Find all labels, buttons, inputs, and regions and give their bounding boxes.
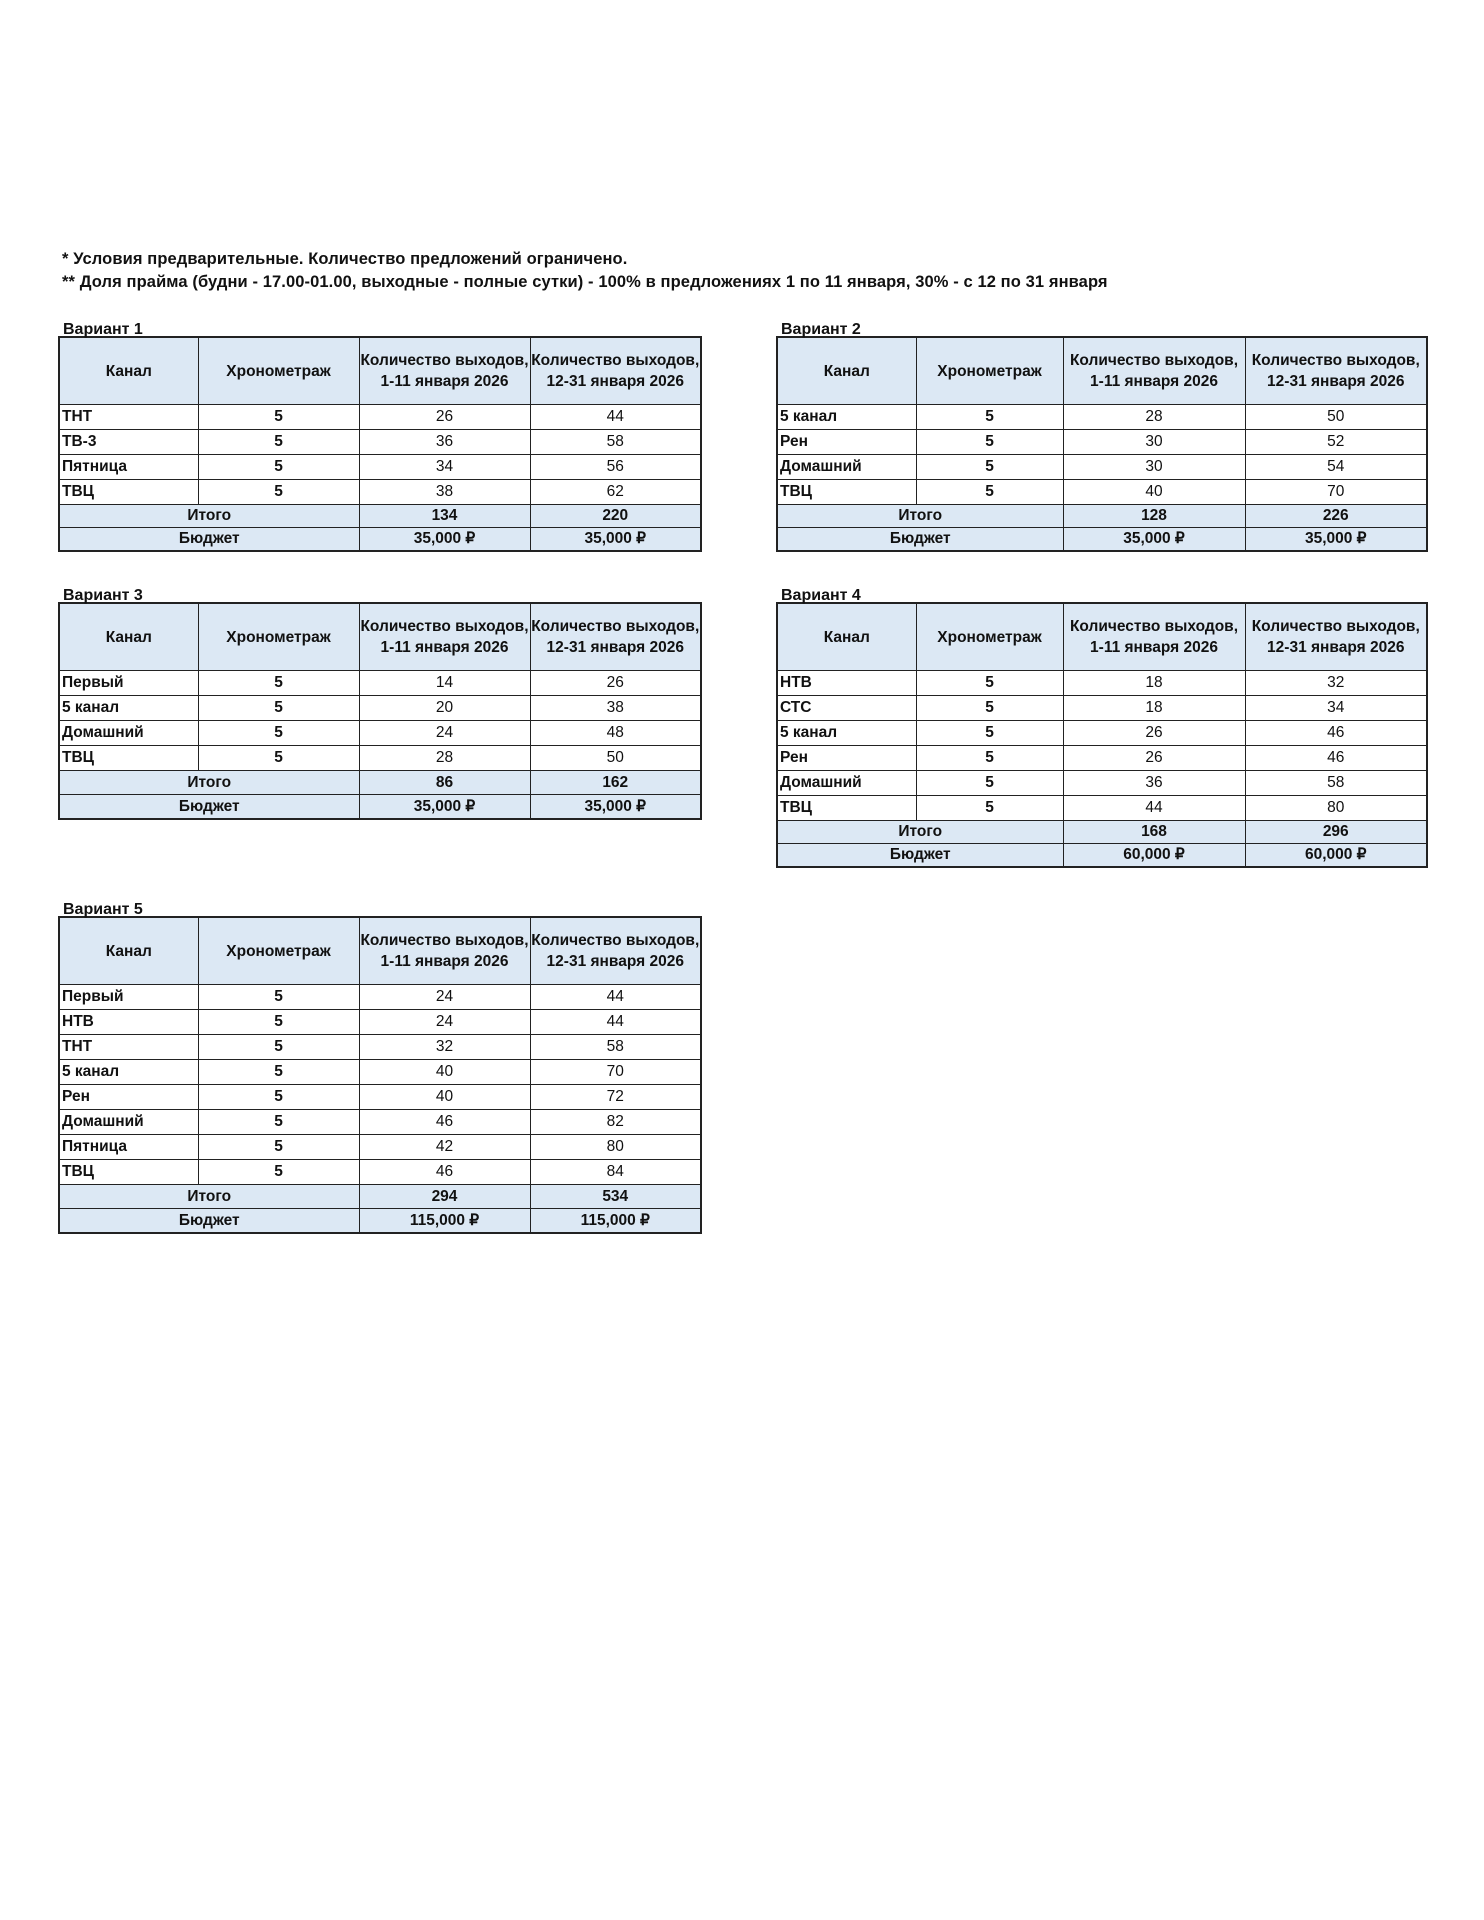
table-row xyxy=(777,671,1427,696)
period-1-cell: 42 xyxy=(359,1135,530,1160)
duration-cell: 5 xyxy=(198,1060,359,1085)
total-label: Итого xyxy=(59,505,359,528)
budget-row xyxy=(777,844,1427,868)
table-row xyxy=(59,721,701,746)
total-period-1-value: 294 xyxy=(359,1185,530,1209)
table-row xyxy=(59,1035,701,1060)
period-1-cell: 46 xyxy=(359,1110,530,1135)
table-row xyxy=(777,771,1427,796)
table-header-row xyxy=(777,337,1427,405)
table-row xyxy=(59,1060,701,1085)
duration-cell: 5 xyxy=(198,696,359,721)
table-row xyxy=(59,480,701,505)
total-row xyxy=(777,821,1427,844)
total-row xyxy=(59,771,701,795)
duration-cell: 5 xyxy=(198,1085,359,1110)
header-period-2: Количество выходов, 12-31 января 2026 xyxy=(530,603,701,671)
header-duration: Хронометраж xyxy=(916,337,1063,405)
total-period-2-value: 534 xyxy=(530,1185,701,1209)
duration-cell: 5 xyxy=(198,455,359,480)
variant-block-5 xyxy=(58,902,700,1234)
total-period-2-value: 162 xyxy=(530,771,701,795)
duration-cell: 5 xyxy=(916,696,1063,721)
duration-cell: 5 xyxy=(198,1135,359,1160)
period-2-cell: 70 xyxy=(530,1060,701,1085)
table-row xyxy=(777,455,1427,480)
channel-cell: ТВЦ xyxy=(59,746,198,771)
duration-cell: 5 xyxy=(916,480,1063,505)
budget-period-2-value: 35,000 ₽ xyxy=(530,528,701,552)
total-row xyxy=(59,1185,701,1209)
channel-cell: Домашний xyxy=(59,1110,198,1135)
period-2-cell: 54 xyxy=(1245,455,1427,480)
variant-block-3 xyxy=(58,588,700,820)
period-2-cell: 46 xyxy=(1245,746,1427,771)
period-1-cell: 34 xyxy=(359,455,530,480)
period-2-cell: 38 xyxy=(530,696,701,721)
period-1-cell: 20 xyxy=(359,696,530,721)
duration-cell: 5 xyxy=(198,430,359,455)
total-period-2-value: 296 xyxy=(1245,821,1427,844)
channel-cell: 5 канал xyxy=(59,1060,198,1085)
table-row xyxy=(59,455,701,480)
variant-title: Вариант 2 xyxy=(781,321,861,338)
period-2-cell: 52 xyxy=(1245,430,1427,455)
budget-label: Бюджет xyxy=(59,1209,359,1234)
budget-label: Бюджет xyxy=(777,844,1063,868)
header-duration: Хронометраж xyxy=(198,603,359,671)
duration-cell: 5 xyxy=(198,1035,359,1060)
period-1-cell: 46 xyxy=(359,1160,530,1185)
channel-cell: Домашний xyxy=(777,771,916,796)
header-period-2: Количество выходов, 12-31 января 2026 xyxy=(530,917,701,985)
variant-title: Вариант 5 xyxy=(63,901,143,918)
duration-cell: 5 xyxy=(198,721,359,746)
variant-block-1 xyxy=(58,322,700,552)
header-period-1: Количество выходов, 1-11 января 2026 xyxy=(1063,603,1245,671)
table-row xyxy=(59,696,701,721)
note-preliminary-conditions: * Условия предварительные. Количество предложений ограничено. xyxy=(62,250,628,268)
budget-period-1-value: 60,000 ₽ xyxy=(1063,844,1245,868)
period-2-cell: 58 xyxy=(530,430,701,455)
period-1-cell: 18 xyxy=(1063,671,1245,696)
channel-cell: 5 канал xyxy=(777,721,916,746)
total-period-1-value: 128 xyxy=(1063,505,1245,528)
budget-period-2-value: 60,000 ₽ xyxy=(1245,844,1427,868)
channel-cell: Рен xyxy=(777,746,916,771)
header-channel: Канал xyxy=(777,337,916,405)
table-row xyxy=(777,405,1427,430)
duration-cell: 5 xyxy=(916,746,1063,771)
table-row xyxy=(777,430,1427,455)
period-1-cell: 28 xyxy=(1063,405,1245,430)
header-duration: Хронометраж xyxy=(198,337,359,405)
budget-label: Бюджет xyxy=(59,795,359,820)
budget-period-2-value: 115,000 ₽ xyxy=(530,1209,701,1234)
variant-table xyxy=(58,336,702,552)
period-1-cell: 24 xyxy=(359,721,530,746)
table-row xyxy=(777,796,1427,821)
period-1-cell: 24 xyxy=(359,1010,530,1035)
duration-cell: 5 xyxy=(916,430,1063,455)
channel-cell: ТВЦ xyxy=(59,480,198,505)
period-1-cell: 30 xyxy=(1063,455,1245,480)
duration-cell: 5 xyxy=(198,746,359,771)
duration-cell: 5 xyxy=(916,771,1063,796)
period-1-cell: 14 xyxy=(359,671,530,696)
total-label: Итого xyxy=(777,505,1063,528)
budget-row xyxy=(59,528,701,552)
variant-title: Вариант 4 xyxy=(781,587,861,604)
period-2-cell: 34 xyxy=(1245,696,1427,721)
table-row xyxy=(59,1160,701,1185)
total-row xyxy=(777,505,1427,528)
period-1-cell: 32 xyxy=(359,1035,530,1060)
header-period-1: Количество выходов, 1-11 января 2026 xyxy=(1063,337,1245,405)
duration-cell: 5 xyxy=(198,985,359,1010)
variant-table xyxy=(58,916,702,1234)
duration-cell: 5 xyxy=(198,1110,359,1135)
channel-cell: ТВЦ xyxy=(777,796,916,821)
table-row xyxy=(777,746,1427,771)
period-2-cell: 80 xyxy=(1245,796,1427,821)
budget-period-1-value: 35,000 ₽ xyxy=(359,528,530,552)
table-header-row xyxy=(59,917,701,985)
header-period-1: Количество выходов, 1-11 января 2026 xyxy=(359,603,530,671)
duration-cell: 5 xyxy=(198,1160,359,1185)
table-header-row xyxy=(777,603,1427,671)
total-period-1-value: 134 xyxy=(359,505,530,528)
duration-cell: 5 xyxy=(916,455,1063,480)
header-channel: Канал xyxy=(59,337,198,405)
period-1-cell: 44 xyxy=(1063,796,1245,821)
period-2-cell: 44 xyxy=(530,405,701,430)
period-2-cell: 50 xyxy=(530,746,701,771)
period-2-cell: 44 xyxy=(530,985,701,1010)
total-label: Итого xyxy=(777,821,1063,844)
budget-label: Бюджет xyxy=(777,528,1063,552)
budget-period-1-value: 35,000 ₽ xyxy=(1063,528,1245,552)
period-2-cell: 58 xyxy=(530,1035,701,1060)
budget-row xyxy=(59,795,701,820)
variant-table xyxy=(776,602,1428,868)
table-row xyxy=(777,696,1427,721)
channel-cell: Первый xyxy=(59,671,198,696)
period-2-cell: 70 xyxy=(1245,480,1427,505)
header-period-2: Количество выходов, 12-31 января 2026 xyxy=(1245,337,1427,405)
period-1-cell: 38 xyxy=(359,480,530,505)
period-2-cell: 80 xyxy=(530,1135,701,1160)
variant-title: Вариант 1 xyxy=(63,321,143,338)
duration-cell: 5 xyxy=(916,721,1063,746)
period-2-cell: 72 xyxy=(530,1085,701,1110)
period-2-cell: 26 xyxy=(530,671,701,696)
variant-table xyxy=(776,336,1428,552)
variant-block-4 xyxy=(776,588,1426,868)
period-2-cell: 82 xyxy=(530,1110,701,1135)
channel-cell: НТВ xyxy=(777,671,916,696)
duration-cell: 5 xyxy=(198,671,359,696)
variant-table xyxy=(58,602,702,820)
header-channel: Канал xyxy=(59,603,198,671)
budget-period-2-value: 35,000 ₽ xyxy=(1245,528,1427,552)
duration-cell: 5 xyxy=(916,671,1063,696)
duration-cell: 5 xyxy=(198,480,359,505)
table-header-row xyxy=(59,603,701,671)
duration-cell: 5 xyxy=(916,796,1063,821)
channel-cell: ТНТ xyxy=(59,405,198,430)
table-row xyxy=(777,721,1427,746)
period-2-cell: 62 xyxy=(530,480,701,505)
channel-cell: ТВЦ xyxy=(777,480,916,505)
total-period-2-value: 226 xyxy=(1245,505,1427,528)
budget-period-1-value: 35,000 ₽ xyxy=(359,795,530,820)
period-2-cell: 32 xyxy=(1245,671,1427,696)
budget-period-2-value: 35,000 ₽ xyxy=(530,795,701,820)
period-1-cell: 36 xyxy=(359,430,530,455)
period-2-cell: 50 xyxy=(1245,405,1427,430)
table-header-row xyxy=(59,337,701,405)
channel-cell: Пятница xyxy=(59,455,198,480)
header-channel: Канал xyxy=(777,603,916,671)
header-period-1: Количество выходов, 1-11 января 2026 xyxy=(359,917,530,985)
table-row xyxy=(59,1085,701,1110)
channel-cell: Первый xyxy=(59,985,198,1010)
table-row xyxy=(59,1110,701,1135)
total-row xyxy=(59,505,701,528)
table-row xyxy=(59,985,701,1010)
period-1-cell: 30 xyxy=(1063,430,1245,455)
duration-cell: 5 xyxy=(198,1010,359,1035)
note-prime-share: ** Доля прайма (будни - 17.00-01.00, выходные - полные сутки) - 100% в предложениях 1 по 11 января, 30% - с 12 по 31 января xyxy=(62,273,1108,291)
channel-cell: Рен xyxy=(59,1085,198,1110)
total-period-1-value: 86 xyxy=(359,771,530,795)
channel-cell: ТВЦ xyxy=(59,1160,198,1185)
header-channel: Канал xyxy=(59,917,198,985)
period-2-cell: 84 xyxy=(530,1160,701,1185)
period-1-cell: 36 xyxy=(1063,771,1245,796)
channel-cell: СТС xyxy=(777,696,916,721)
period-1-cell: 40 xyxy=(1063,480,1245,505)
total-period-1-value: 168 xyxy=(1063,821,1245,844)
variant-title: Вариант 3 xyxy=(63,587,143,604)
period-2-cell: 58 xyxy=(1245,771,1427,796)
table-row xyxy=(59,1010,701,1035)
period-1-cell: 26 xyxy=(1063,721,1245,746)
table-row xyxy=(59,671,701,696)
total-label: Итого xyxy=(59,1185,359,1209)
channel-cell: 5 канал xyxy=(777,405,916,430)
variant-block-2 xyxy=(776,322,1426,552)
header-duration: Хронометраж xyxy=(198,917,359,985)
table-row xyxy=(59,746,701,771)
period-1-cell: 40 xyxy=(359,1085,530,1110)
table-row xyxy=(777,480,1427,505)
channel-cell: НТВ xyxy=(59,1010,198,1035)
total-label: Итого xyxy=(59,771,359,795)
channel-cell: 5 канал xyxy=(59,696,198,721)
header-period-2: Количество выходов, 12-31 января 2026 xyxy=(530,337,701,405)
period-1-cell: 24 xyxy=(359,985,530,1010)
period-2-cell: 46 xyxy=(1245,721,1427,746)
header-duration: Хронометраж xyxy=(916,603,1063,671)
channel-cell: Рен xyxy=(777,430,916,455)
period-2-cell: 48 xyxy=(530,721,701,746)
period-1-cell: 28 xyxy=(359,746,530,771)
period-2-cell: 56 xyxy=(530,455,701,480)
channel-cell: ТНТ xyxy=(59,1035,198,1060)
budget-row xyxy=(59,1209,701,1234)
header-period-1: Количество выходов, 1-11 января 2026 xyxy=(359,337,530,405)
table-row xyxy=(59,1135,701,1160)
table-row xyxy=(59,430,701,455)
channel-cell: Домашний xyxy=(59,721,198,746)
duration-cell: 5 xyxy=(916,405,1063,430)
total-period-2-value: 220 xyxy=(530,505,701,528)
period-1-cell: 40 xyxy=(359,1060,530,1085)
budget-period-1-value: 115,000 ₽ xyxy=(359,1209,530,1234)
period-1-cell: 26 xyxy=(1063,746,1245,771)
period-1-cell: 26 xyxy=(359,405,530,430)
budget-label: Бюджет xyxy=(59,528,359,552)
period-2-cell: 44 xyxy=(530,1010,701,1035)
channel-cell: ТВ-3 xyxy=(59,430,198,455)
header-period-2: Количество выходов, 12-31 января 2026 xyxy=(1245,603,1427,671)
budget-row xyxy=(777,528,1427,552)
channel-cell: Пятница xyxy=(59,1135,198,1160)
channel-cell: Домашний xyxy=(777,455,916,480)
period-1-cell: 18 xyxy=(1063,696,1245,721)
duration-cell: 5 xyxy=(198,405,359,430)
table-row xyxy=(59,405,701,430)
